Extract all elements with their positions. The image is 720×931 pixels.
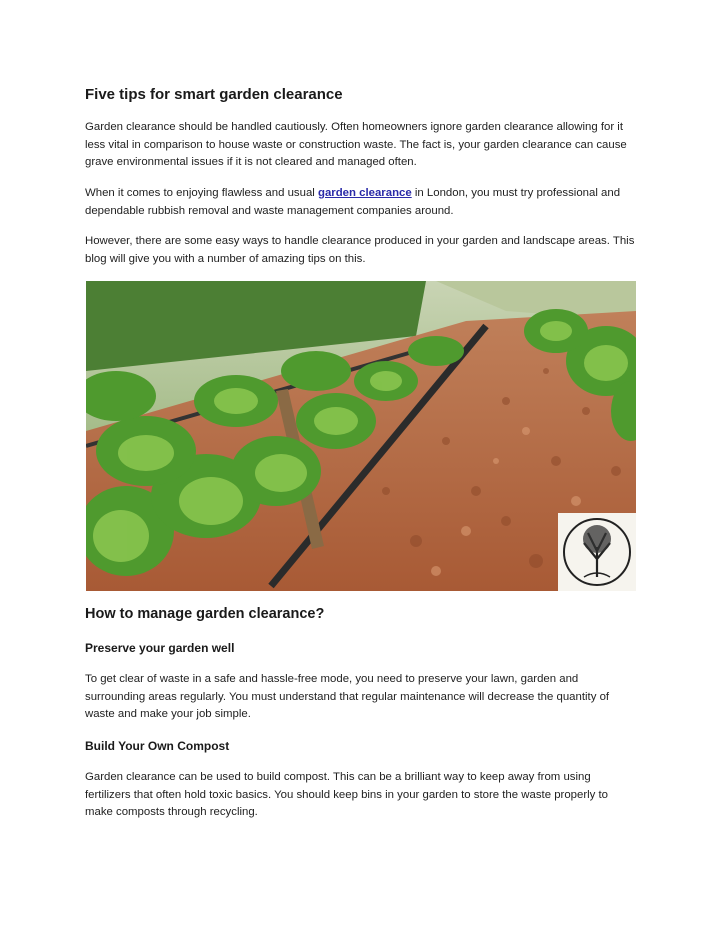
clearthelot-logo (558, 513, 636, 591)
subheading-preserve-garden: Preserve your garden well (85, 641, 235, 655)
garden-clearance-link[interactable]: garden clearance (318, 187, 412, 199)
paragraph-text-before-link: When it comes to enjoying flawless and usual (85, 187, 318, 199)
paragraph-text-after-link: in London, you must try professional and dependable rubbish removal and waste management companies around. (85, 187, 621, 217)
subheading-build-compost: Build Your Own Compost (85, 739, 230, 753)
intro-paragraph: Garden clearance should be handled cautiously. Often homeowners ignore garden clearance allowing for it less vital in comparison to house waste or construction waste. The fact is, your garden clearance can cause grave environmental issues if it is not cleared and managed often. (85, 121, 627, 168)
paragraph-preserve-garden: To get clear of waste in a safe and hassle-free mode, you need to preserve your lawn, garden and surrounding areas regularly. You must understand that regular maintenance will decrease the quantity of waste and make your job simple. (85, 673, 610, 720)
article-title: Five tips for smart garden clearance (85, 86, 343, 103)
paragraph-professional-services (85, 185, 637, 220)
section-heading: How to manage garden clearance? (85, 606, 325, 622)
paragraph-easy-ways: However, there are some easy ways to handle clearance produced in your garden and landscape areas. This blog will give you with a number of amazing tips on this. (85, 235, 635, 265)
garden-photo (86, 281, 636, 591)
paragraph-build-compost: Garden clearance can be used to build compost. This can be a brilliant way to keep away from using fertilizers that often hold toxic basics. You should keep bins in your garden to store the waste properly to make composts through recycling. (85, 771, 609, 818)
